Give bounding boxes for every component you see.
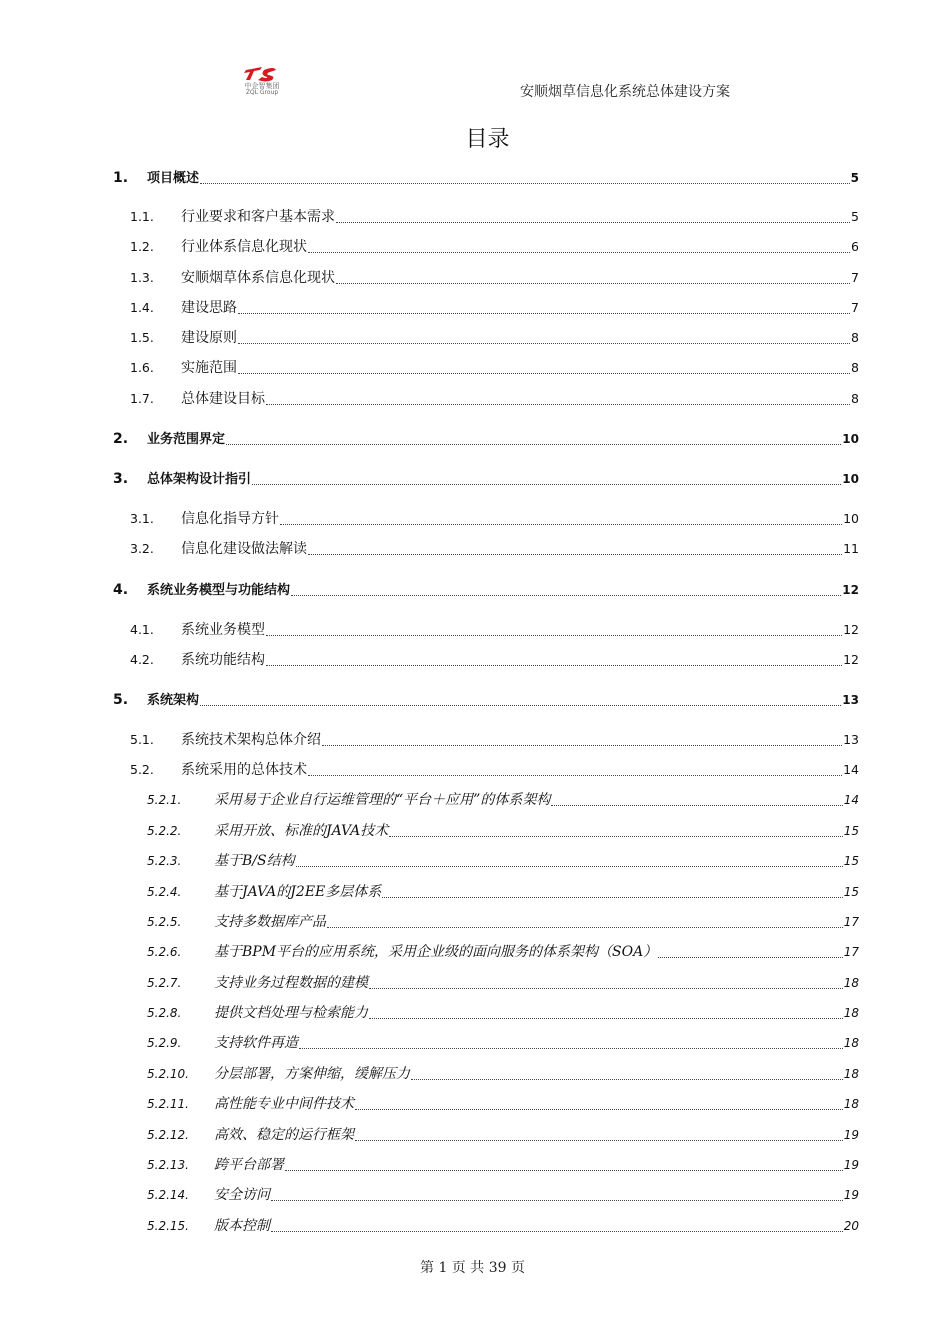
toc-entry-page-number: 13 xyxy=(843,732,859,747)
toc-dot-leader xyxy=(369,1017,843,1019)
toc-dot-leader xyxy=(238,372,850,374)
toc-entry-title: 系统采用的总体技术 xyxy=(181,762,307,778)
toc-entry-title: 系统架构 xyxy=(147,693,200,708)
toc-entry-level-3[interactable] xyxy=(147,1155,859,1175)
toc-dot-leader xyxy=(382,896,842,898)
toc-entry-page-number: 8 xyxy=(851,391,859,406)
toc-dot-leader xyxy=(266,403,850,405)
toc-dot-leader xyxy=(271,1199,843,1201)
toc-entry-title: 系统功能结构 xyxy=(181,652,265,668)
toc-entry-page-number: 12 xyxy=(842,583,859,597)
toc-entry-level-2[interactable] xyxy=(130,760,859,780)
toc-entry-number: 5.2.6. xyxy=(147,945,182,959)
toc-entry-title: 行业体系信息化现状 xyxy=(181,239,307,255)
toc-dot-leader xyxy=(266,664,842,666)
document-header-title: 安顺烟草信息化系统总体建设方案 xyxy=(520,84,730,100)
toc-entry-page-number: 5 xyxy=(851,209,859,224)
toc-entry-number: 1.5. xyxy=(130,330,154,345)
toc-entry-title: 系统业务模型与功能结构 xyxy=(147,583,291,598)
toc-entry-number: 3. xyxy=(113,471,129,487)
page-footer: 第 1 页 共 39 页 xyxy=(420,1260,525,1276)
toc-entry-level-2[interactable] xyxy=(130,298,859,318)
logo-sub-label: ZQL Group xyxy=(245,89,279,96)
toc-entry-number: 5.2.3. xyxy=(147,854,182,868)
toc-entry-level-3[interactable] xyxy=(147,973,859,993)
toc-entry-title: 分层部署，方案伸缩，缓解压力 xyxy=(214,1066,410,1082)
toc-entry-page-number: 19 xyxy=(843,1128,859,1142)
toc-entry-title: 行业要求和客户基本需求 xyxy=(181,209,335,225)
toc-entry-number: 5.2. xyxy=(130,762,154,777)
toc-entry-page-number: 10 xyxy=(842,472,859,486)
toc-entry-page-number: 10 xyxy=(842,432,859,446)
toc-entry-level-1[interactable] xyxy=(113,469,859,489)
toc-entry-level-3[interactable] xyxy=(147,1185,859,1205)
toc-dot-leader xyxy=(336,282,850,284)
toc-entry-page-number: 13 xyxy=(842,693,859,707)
toc-entry-page-number: 7 xyxy=(851,300,859,315)
toc-entry-number: 1.4. xyxy=(130,300,154,315)
toc-entry-number: 5.2.9. xyxy=(147,1036,182,1050)
toc-entry-number: 2. xyxy=(113,431,129,447)
toc-dot-leader xyxy=(296,865,843,867)
toc-entry-level-3[interactable] xyxy=(147,912,859,932)
toc-entry-level-3[interactable] xyxy=(147,790,859,810)
toc-entry-number: 5.2.2. xyxy=(147,824,182,838)
toc-entry-number: 5.2.10. xyxy=(147,1067,189,1081)
toc-heading: 目录 xyxy=(465,127,510,152)
toc-entry-level-1[interactable] xyxy=(113,168,859,188)
toc-dot-leader xyxy=(200,182,850,184)
toc-dot-leader xyxy=(238,342,850,344)
toc-entry-number: 1. xyxy=(113,170,129,186)
toc-entry-title: 总体建设目标 xyxy=(181,391,265,407)
toc-entry-title: 采用易于企业自行运维管理的“平台＋应用”的体系架构 xyxy=(214,792,551,808)
toc-dot-leader xyxy=(200,704,841,706)
toc-dot-leader xyxy=(291,594,841,596)
toc-entry-level-2[interactable] xyxy=(130,328,859,348)
toc-entry-page-number: 10 xyxy=(843,511,859,526)
toc-dot-leader xyxy=(280,523,842,525)
toc-entry-title: 支持业务过程数据的建模 xyxy=(214,975,368,991)
toc-dot-leader xyxy=(336,221,850,223)
toc-entry-title: 建设思路 xyxy=(181,300,237,316)
toc-entry-number: 4.1. xyxy=(130,622,154,637)
toc-dot-leader xyxy=(551,804,842,806)
toc-entry-level-2[interactable] xyxy=(130,730,859,750)
toc-entry-title: 高效、稳定的运行框架 xyxy=(214,1127,354,1143)
toc-entry-title: 业务范围界定 xyxy=(147,432,226,447)
toc-entry-number: 5.2.11. xyxy=(147,1097,189,1111)
toc-entry-level-3[interactable] xyxy=(147,1064,859,1084)
toc-dot-leader xyxy=(411,1078,843,1080)
toc-entry-title: 支持多数据库产品 xyxy=(214,914,326,930)
toc-dot-leader xyxy=(308,553,842,555)
toc-entry-title: 基于B/S结构 xyxy=(214,853,295,869)
toc-entry-level-2[interactable] xyxy=(130,207,859,227)
toc-entry-page-number: 14 xyxy=(843,762,859,777)
logo-label: 中企智集团 xyxy=(244,82,280,90)
toc-entry-page-number: 18 xyxy=(843,1006,859,1020)
toc-dot-leader xyxy=(299,1047,843,1049)
toc-entry-page-number: 19 xyxy=(843,1158,859,1172)
toc-entry-title: 安全访问 xyxy=(214,1187,270,1203)
toc-entry-title: 基于BPM平台的应用系统，采用企业级的面向服务的体系架构（SOA） xyxy=(214,944,658,960)
toc-entry-title: 版本控制 xyxy=(214,1218,270,1234)
toc-entry-page-number: 14 xyxy=(843,793,859,807)
toc-entry-number: 1.6. xyxy=(130,360,154,375)
toc-entry-page-number: 5 xyxy=(850,171,859,185)
toc-entry-level-1[interactable] xyxy=(113,429,859,449)
toc-entry-page-number: 18 xyxy=(843,976,859,990)
toc-dot-leader xyxy=(355,1139,843,1141)
toc-entry-level-3[interactable] xyxy=(147,1033,859,1053)
toc-entry-page-number: 18 xyxy=(843,1097,859,1111)
toc-entry-level-3[interactable] xyxy=(147,851,859,871)
toc-dot-leader xyxy=(308,774,842,776)
toc-dot-leader xyxy=(252,483,841,485)
toc-entry-number: 1.1. xyxy=(130,209,154,224)
toc-entry-title: 支持软件再造 xyxy=(214,1035,298,1051)
toc-dot-leader xyxy=(285,1169,843,1171)
toc-entry-number: 3.2. xyxy=(130,541,154,556)
toc-entry-number: 4.2. xyxy=(130,652,154,667)
toc-entry-number: 5.2.4. xyxy=(147,885,182,899)
toc-entry-number: 5.2.15. xyxy=(147,1219,189,1233)
toc-entry-level-1[interactable] xyxy=(113,690,859,710)
toc-entry-level-2[interactable] xyxy=(130,268,859,288)
toc-entry-level-2[interactable] xyxy=(130,509,859,529)
toc-entry-page-number: 18 xyxy=(843,1067,859,1081)
toc-entry-level-2[interactable] xyxy=(130,389,859,409)
toc-entry-number: 5.2.12. xyxy=(147,1128,189,1142)
toc-dot-leader xyxy=(355,1108,843,1110)
toc-dot-leader xyxy=(658,956,842,958)
toc-entry-page-number: 12 xyxy=(843,622,859,637)
toc-entry-title: 信息化指导方针 xyxy=(181,511,279,527)
toc-entry-number: 4. xyxy=(113,582,129,598)
toc-entry-level-3[interactable] xyxy=(147,1003,859,1023)
toc-dot-leader xyxy=(238,312,850,314)
toc-entry-number: 1.2. xyxy=(130,239,154,254)
toc-entry-level-2[interactable] xyxy=(130,620,859,640)
toc-entry-level-2[interactable] xyxy=(130,358,859,378)
toc-entry-title: 系统技术架构总体介绍 xyxy=(181,732,321,748)
toc-entry-page-number: 12 xyxy=(843,652,859,667)
toc-entry-title: 安顺烟草体系信息化现状 xyxy=(181,270,335,286)
toc-entry-title: 项目概述 xyxy=(147,171,200,186)
toc-entry-number: 5.2.13. xyxy=(147,1158,189,1172)
toc-entry-level-2[interactable] xyxy=(130,650,859,670)
toc-entry-number: 1.7. xyxy=(130,391,154,406)
toc-entry-level-1[interactable] xyxy=(113,580,859,600)
toc-dot-leader xyxy=(308,251,850,253)
toc-entry-level-2[interactable] xyxy=(130,237,859,257)
toc-entry-page-number: 11 xyxy=(843,541,859,556)
toc-entry-number: 5. xyxy=(113,692,129,708)
toc-entry-title: 跨平台部署 xyxy=(214,1157,284,1173)
toc-entry-title: 实施范围 xyxy=(181,360,237,376)
toc-entry-page-number: 20 xyxy=(843,1219,859,1233)
toc-entry-page-number: 6 xyxy=(851,239,859,254)
toc-entry-number: 5.2.14. xyxy=(147,1188,189,1202)
toc-entry-page-number: 15 xyxy=(843,854,859,868)
toc-entry-title: 采用开放、标准的JAVA技术 xyxy=(214,823,389,839)
toc-entry-title: 基于JAVA的J2EE多层体系 xyxy=(214,884,382,900)
toc-entry-level-3[interactable] xyxy=(147,942,859,962)
toc-entry-title: 高性能专业中间件技术 xyxy=(214,1096,354,1112)
toc-dot-leader xyxy=(389,835,842,837)
toc-entry-page-number: 8 xyxy=(851,330,859,345)
toc-entry-number: 5.2.5. xyxy=(147,915,182,929)
toc-entry-page-number: 17 xyxy=(843,945,859,959)
toc-entry-number: 5.2.7. xyxy=(147,976,182,990)
toc-entry-page-number: 7 xyxy=(851,270,859,285)
toc-entry-page-number: 17 xyxy=(843,915,859,929)
toc-entry-title: 信息化建设做法解读 xyxy=(181,541,307,557)
toc-dot-leader xyxy=(322,744,842,746)
toc-entry-level-2[interactable] xyxy=(130,539,859,559)
toc-entry-level-3[interactable] xyxy=(147,882,859,902)
toc-entry-level-3[interactable] xyxy=(147,1094,859,1114)
toc-entry-level-3[interactable] xyxy=(147,1216,859,1236)
toc-entry-page-number: 18 xyxy=(843,1036,859,1050)
toc-entry-title: 系统业务模型 xyxy=(181,622,265,638)
toc-entry-title: 提供文档处理与检索能力 xyxy=(214,1005,368,1021)
toc-dot-leader xyxy=(327,926,843,928)
toc-entry-number: 1.3. xyxy=(130,270,154,285)
toc-dot-leader xyxy=(266,634,842,636)
toc-entry-page-number: 15 xyxy=(843,824,859,838)
toc-entry-level-3[interactable] xyxy=(147,821,859,841)
toc-dot-leader xyxy=(271,1230,843,1232)
toc-entry-level-3[interactable] xyxy=(147,1125,859,1145)
toc-entry-title: 建设原则 xyxy=(181,330,237,346)
toc-entry-number: 5.2.8. xyxy=(147,1006,182,1020)
toc-dot-leader xyxy=(369,987,843,989)
toc-entry-page-number: 8 xyxy=(851,360,859,375)
toc-dot-leader xyxy=(226,443,841,445)
toc-entry-page-number: 19 xyxy=(843,1188,859,1202)
toc-entry-page-number: 15 xyxy=(843,885,859,899)
toc-entry-title: 总体架构设计指引 xyxy=(147,472,252,487)
toc-entry-number: 5.1. xyxy=(130,732,154,747)
toc-entry-number: 3.1. xyxy=(130,511,154,526)
toc-entry-number: 5.2.1. xyxy=(147,793,182,807)
